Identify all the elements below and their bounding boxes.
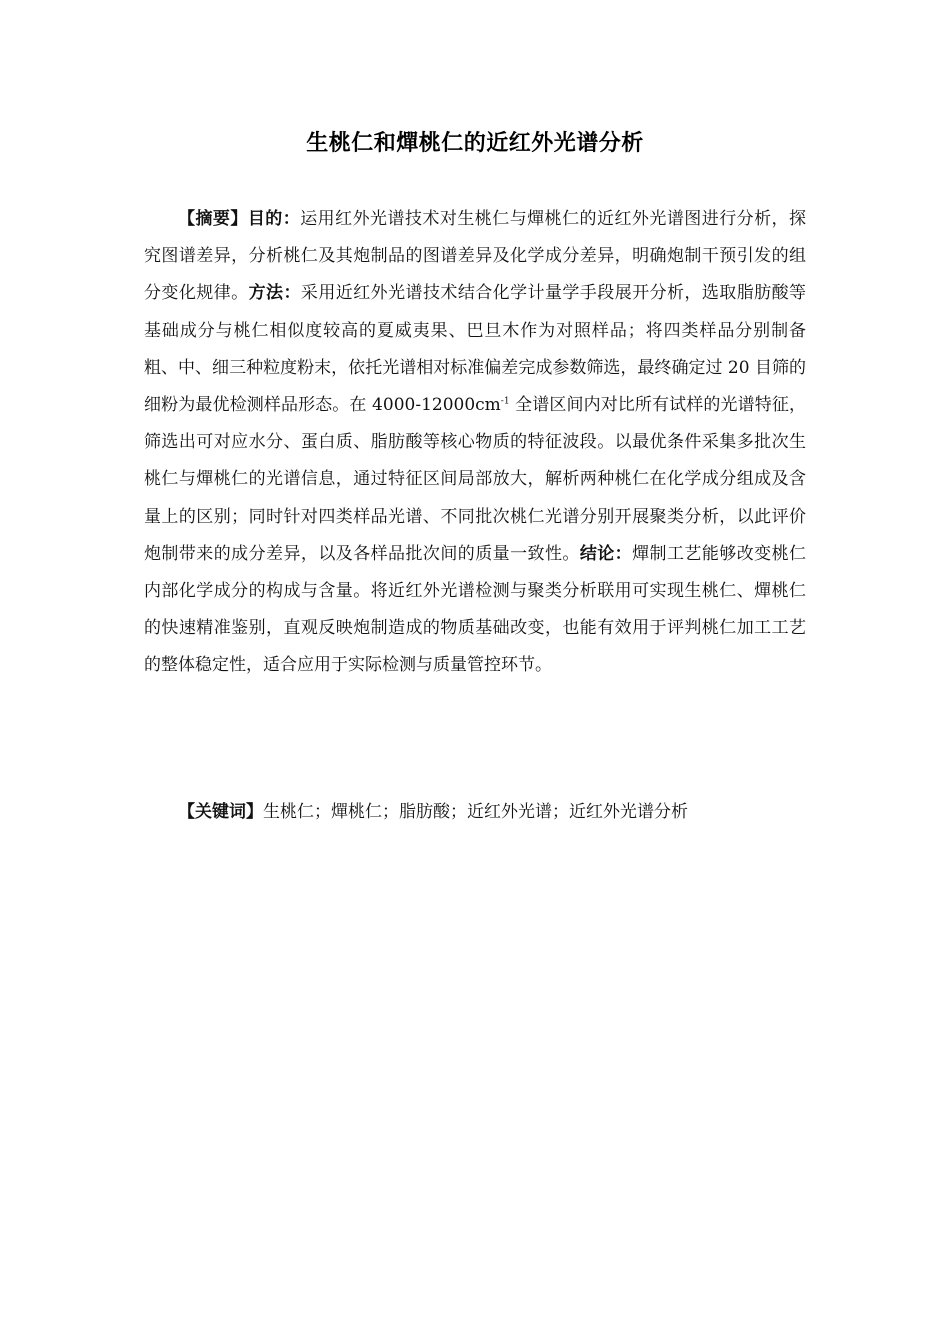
abstract-paragraph: [144, 201, 806, 685]
keywords-paragraph: [144, 794, 806, 831]
method-text-part-2: 全谱区间内对比所有试样的光谱特征，筛选出可对应水分、蛋白质、脂肪酸等核心物质的特征波段。以最优条件采集多批次生桃仁与燀桃仁的光谱信息，通过特征区间局部放大，解析两种桃仁在化学成分组成及含量上的区别；同时针对四类样品光谱、不同批次桃仁光谱分别开展聚类分析，以此评价炮制带来的成分差异，以及各样品批次间的质量一致性。: [144, 395, 806, 564]
keywords-label: 【关键词】: [178, 802, 263, 822]
method-label: 方法：: [248, 283, 301, 304]
keywords-text: 生桃仁；燀桃仁；脂肪酸；近红外光谱；近红外光谱分析: [263, 802, 688, 822]
objective-text: 运用红外光谱技术对生桃仁与燀桃仁的近红外光谱图进行分析，探究图谱差异，分析桃仁及其炮制品的图谱差异及化学成分差异，明确炮制干预引发的组分变化规律。: [144, 209, 807, 304]
conclusion-label: 结论：: [579, 543, 633, 564]
conclusion-text: 燀制工艺能够改变桃仁内部化学成分的构成与含量。将近红外光谱检测与聚类分析联用可实现生桃仁、燀桃仁的快速精准鉴别，直观反映炮制造成的物质基础改变，也能有效用于评判桃仁加工工艺的整体稳定性，适合应用于实际检测与质量管控环节。: [144, 543, 807, 676]
wavenumber-superscript: -1: [500, 396, 510, 407]
method-text-part-1: 采用近红外光谱技术结合化学计量学手段展开分析，选取脂肪酸等基础成分与桃仁相似度较高的夏威夷果、巴旦木作为对照样品；将四类样品分别制备粗、中、细三种粒度粉末，依托光谱相对标准偏差完成参数筛选，最终确定过 20 目筛的细粉为最优检测样品形态。在 4000-12000cm: [144, 283, 807, 416]
document-title: 生桃仁和燀桃仁的近红外光谱分析: [306, 131, 644, 156]
abstract-label: 【摘要】: [178, 209, 248, 229]
objective-label: 目的：: [247, 209, 301, 229]
